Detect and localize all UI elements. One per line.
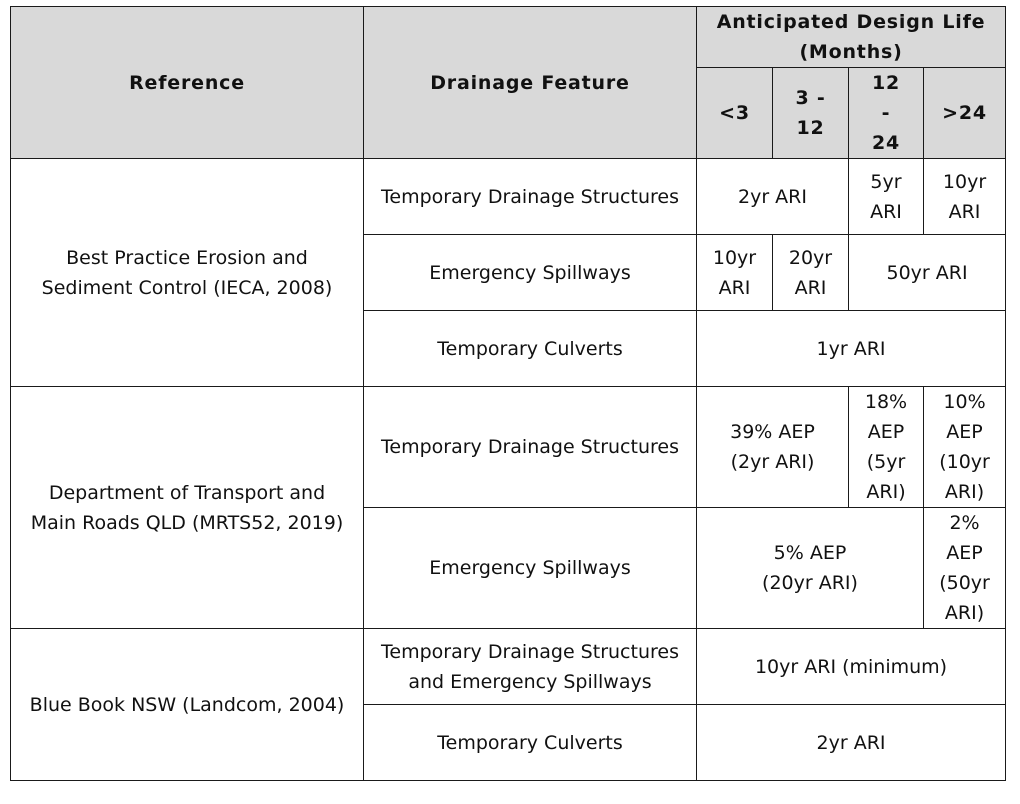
value-cell: 2yr ARI	[697, 705, 1006, 781]
table-row	[11, 387, 1006, 508]
value-cell: 39% AEP (2yr ARI)	[697, 387, 849, 508]
value-cell: 50yr ARI	[849, 235, 1006, 311]
feature-cell: Emergency Spillways	[364, 508, 697, 629]
header-period-lt3: <3	[697, 68, 773, 159]
feature-cell: Temporary Culverts	[364, 311, 697, 387]
feature-cell: Temporary Drainage Structures	[364, 159, 697, 235]
header-design-life: Anticipated Design Life (Months)	[697, 7, 1006, 68]
header-row	[11, 7, 1006, 68]
feature-cell: Temporary Drainage Structures	[364, 387, 697, 508]
reference-cell: Blue Book NSW (Landcom, 2004)	[11, 629, 364, 781]
table-row	[11, 159, 1006, 235]
value-cell: 5yr ARI	[849, 159, 924, 235]
value-cell: 10yr ARI	[697, 235, 773, 311]
feature-cell: Temporary Drainage Structures and Emergency Spillways	[364, 629, 697, 705]
header-period-12-24: 12 - 24	[849, 68, 924, 159]
value-cell: 20yr ARI	[773, 235, 849, 311]
header-drainage-feature: Drainage Feature	[364, 7, 697, 159]
value-cell: 10yr ARI (minimum)	[697, 629, 1006, 705]
value-cell: 2% AEP (50yr ARI)	[924, 508, 1006, 629]
feature-cell: Temporary Culverts	[364, 705, 697, 781]
reference-cell: Best Practice Erosion and Sediment Control (IECA, 2008)	[11, 159, 364, 387]
value-cell: 18% AEP (5yr ARI)	[849, 387, 924, 508]
value-cell: 2yr ARI	[697, 159, 849, 235]
value-cell: 5% AEP (20yr ARI)	[697, 508, 924, 629]
value-cell: 10% AEP (10yr ARI)	[924, 387, 1006, 508]
header-period-gt24: >24	[924, 68, 1006, 159]
table-row	[11, 629, 1006, 705]
design-life-table	[10, 6, 1006, 781]
reference-cell: Department of Transport and Main Roads QLD (MRTS52, 2019)	[11, 387, 364, 629]
header-period-3-12: 3 - 12	[773, 68, 849, 159]
feature-cell: Emergency Spillways	[364, 235, 697, 311]
header-reference: Reference	[11, 7, 364, 159]
value-cell: 1yr ARI	[697, 311, 1006, 387]
value-cell: 10yr ARI	[924, 159, 1006, 235]
